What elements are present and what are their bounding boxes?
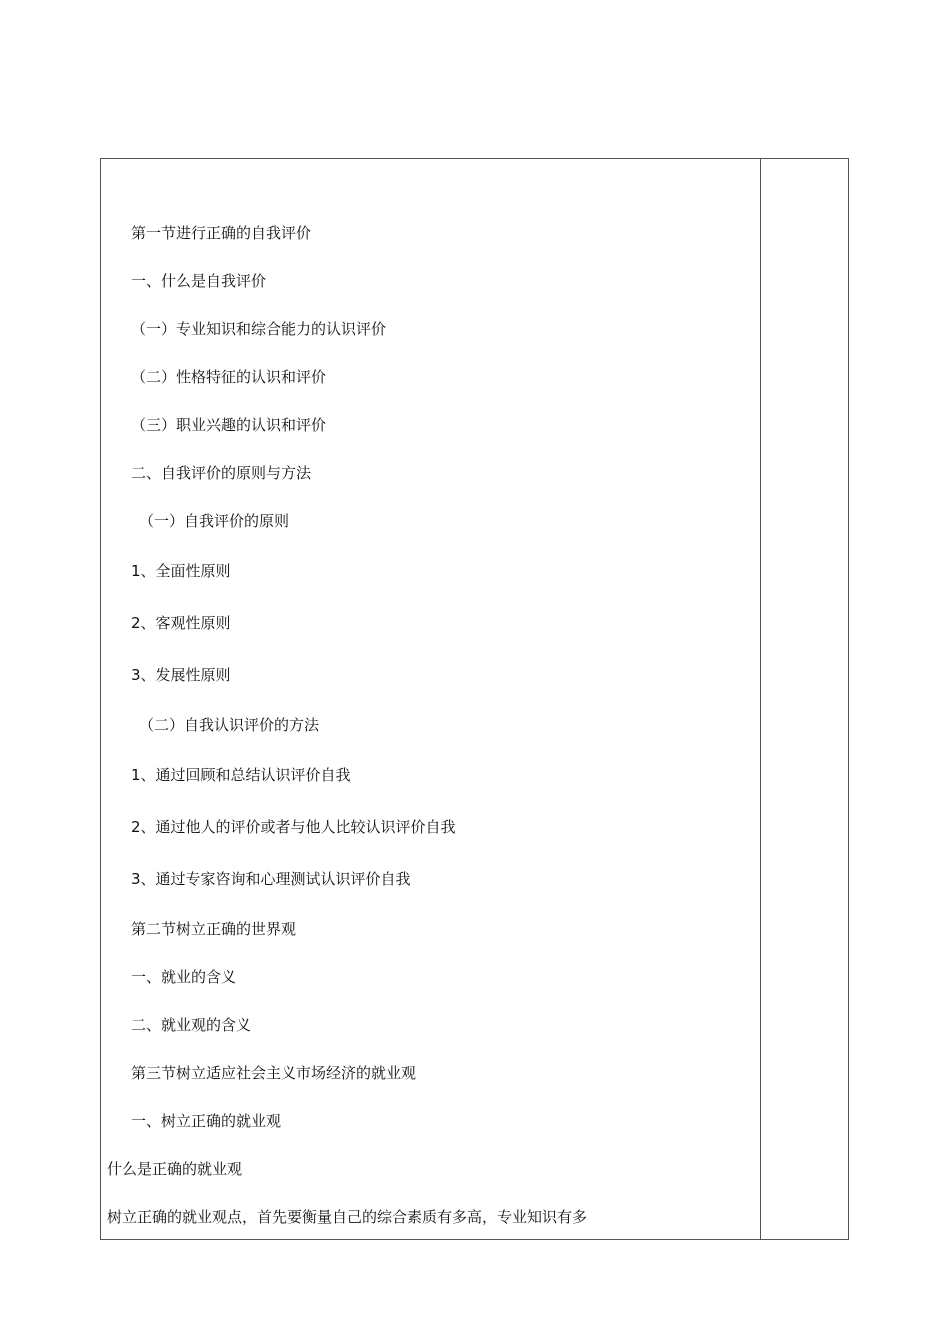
subheading-1-2-2: （二）自我认识评价的方法: [139, 716, 320, 734]
list-item: 1、通过回顾和总结认识评价自我: [131, 766, 351, 784]
section-heading-1: 第一节进行正确的自我评价: [131, 224, 312, 242]
list-item: 2、客观性原则: [131, 614, 231, 632]
subheading-1-1-3: （三）职业兴趣的认识和评价: [131, 416, 327, 434]
subheading-1-1-2: （二）性格特征的认识和评价: [131, 368, 327, 386]
section-heading-3: 第三节树立适应社会主义市场经济的就业观: [131, 1064, 417, 1082]
subheading-1-1-1: （一）专业知识和综合能力的认识评价: [131, 320, 387, 338]
heading-3-1: 一、树立正确的就业观: [131, 1112, 282, 1130]
heading-1-2: 二、自我评价的原则与方法: [131, 464, 312, 482]
heading-1-1: 一、什么是自我评价: [131, 272, 267, 290]
column-divider: [760, 159, 761, 1239]
subheading-1-2-1: （一）自我评价的原则: [139, 512, 290, 530]
heading-2-1: 一、就业的含义: [131, 968, 237, 986]
list-item: 2、通过他人的评价或者与他人比较认识评价自我: [131, 818, 456, 836]
list-item: 3、发展性原则: [131, 666, 231, 684]
heading-2-2: 二、就业观的含义: [131, 1016, 252, 1034]
list-item: 1、全面性原则: [131, 562, 231, 580]
paragraph-title: 什么是正确的就业观: [107, 1160, 243, 1178]
section-heading-2: 第二节树立正确的世界观: [131, 920, 297, 938]
document-table: [100, 158, 849, 1240]
list-item: 3、通过专家咨询和心理测试认识评价自我: [131, 870, 411, 888]
paragraph-text: 树立正确的就业观点，首先要衡量自己的综合素质有多高，专业知识有多: [107, 1208, 588, 1226]
